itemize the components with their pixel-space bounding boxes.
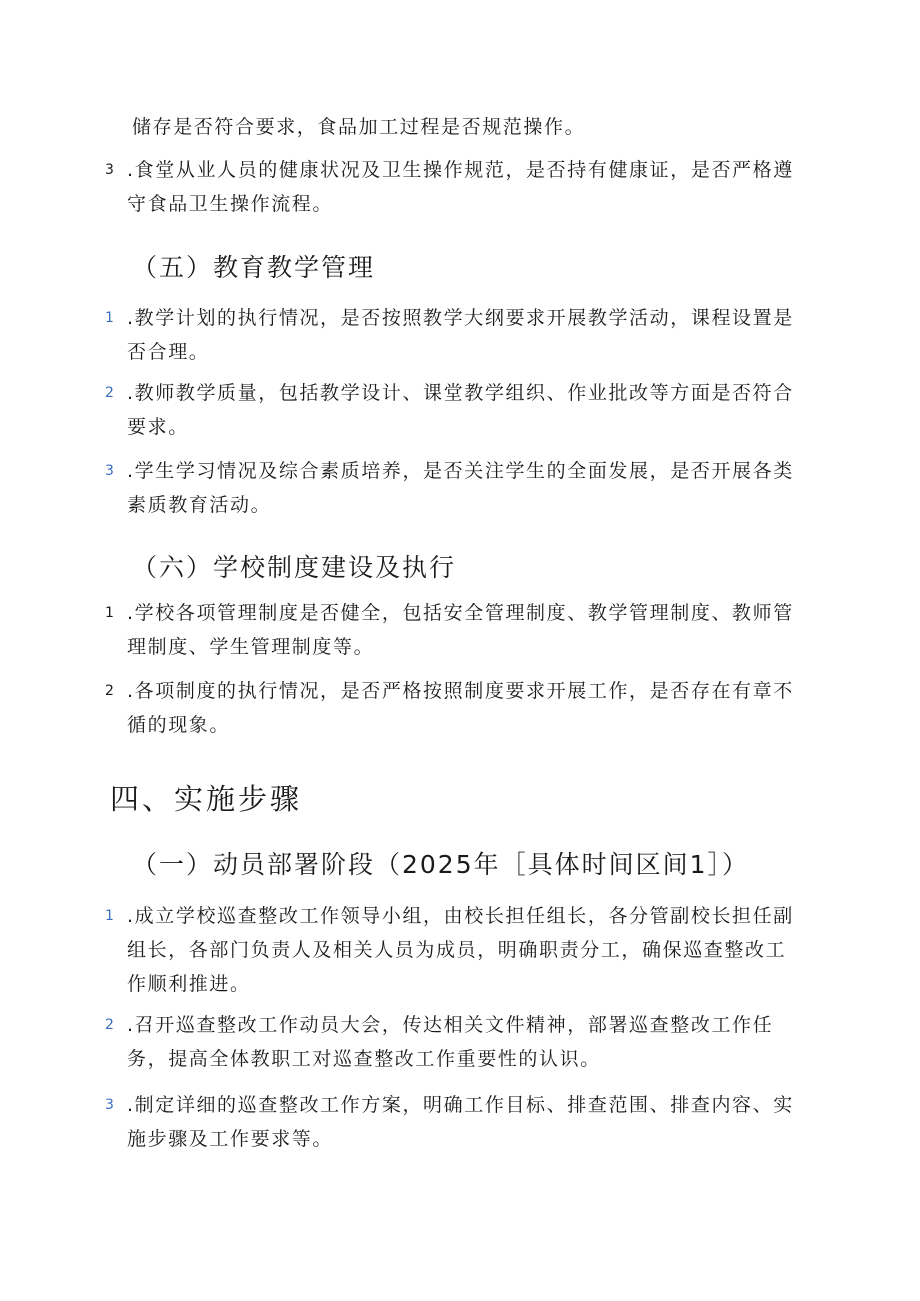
item-number: 3 <box>105 162 116 178</box>
list-item <box>105 153 805 221</box>
list-item <box>105 454 805 522</box>
item-text: .教学计划的执行情况，是否按照教学大纲要求开展教学活动，课程设置是否合理。 <box>127 307 794 363</box>
list-item <box>105 596 805 664</box>
item-text: .各项制度的执行情况，是否严格按照制度要求开展工作，是否存在有章不循的现象。 <box>127 680 794 736</box>
continuation-paragraph: 储存是否符合要求，食品加工过程是否规范操作。 <box>132 116 586 138</box>
item-text: .成立学校巡查整改工作领导小组，由校长担任组长，各分管副校长担任副组长，各部门负责人及相关人员为成员，明确职责分工，确保巡查整改工作顺利推进。 <box>127 905 794 995</box>
subsection-heading-1: （一）动员部署阶段（2025年［具体时间区间1］） <box>132 850 750 879</box>
section-heading-6: （六）学校制度建设及执行 <box>132 553 457 582</box>
item-text: .召开巡查整改工作动员大会，传达相关文件精神，部署巡查整改工作任务，提高全体教职工对巡查整改工作重要性的认识。 <box>127 1014 774 1070</box>
list-item <box>105 301 805 369</box>
item-number: 2 <box>105 683 116 699</box>
list-item <box>105 376 805 444</box>
item-text: .制定详细的巡查整改工作方案，明确工作目标、排查范围、排查内容、实施步骤及工作要求等。 <box>127 1094 794 1150</box>
item-text: .学生学习情况及综合素质培养，是否关注学生的全面发展，是否开展各类素质教育活动。 <box>127 460 794 516</box>
list-item <box>105 1088 805 1156</box>
item-text: .教师教学质量，包括教学设计、课堂教学组织、作业批改等方面是否符合要求。 <box>127 382 794 438</box>
part-heading-4: 四、实施步骤 <box>110 782 303 816</box>
list-item <box>105 674 805 742</box>
item-number: 3 <box>105 463 116 479</box>
item-number: 1 <box>105 908 116 924</box>
item-number: 1 <box>105 310 116 326</box>
item-number: 1 <box>105 605 116 621</box>
list-item <box>105 1008 805 1076</box>
section-heading-5: （五）教育教学管理 <box>132 253 376 282</box>
item-text: .学校各项管理制度是否健全，包括安全管理制度、教学管理制度、教师管理制度、学生管理制度等。 <box>127 602 794 658</box>
item-number: 2 <box>105 1017 116 1033</box>
item-number: 2 <box>105 385 116 401</box>
item-number: 3 <box>105 1097 116 1113</box>
item-text: .食堂从业人员的健康状况及卫生操作规范，是否持有健康证，是否严格遵守食品卫生操作流程。 <box>127 159 794 215</box>
list-item <box>105 899 805 1001</box>
